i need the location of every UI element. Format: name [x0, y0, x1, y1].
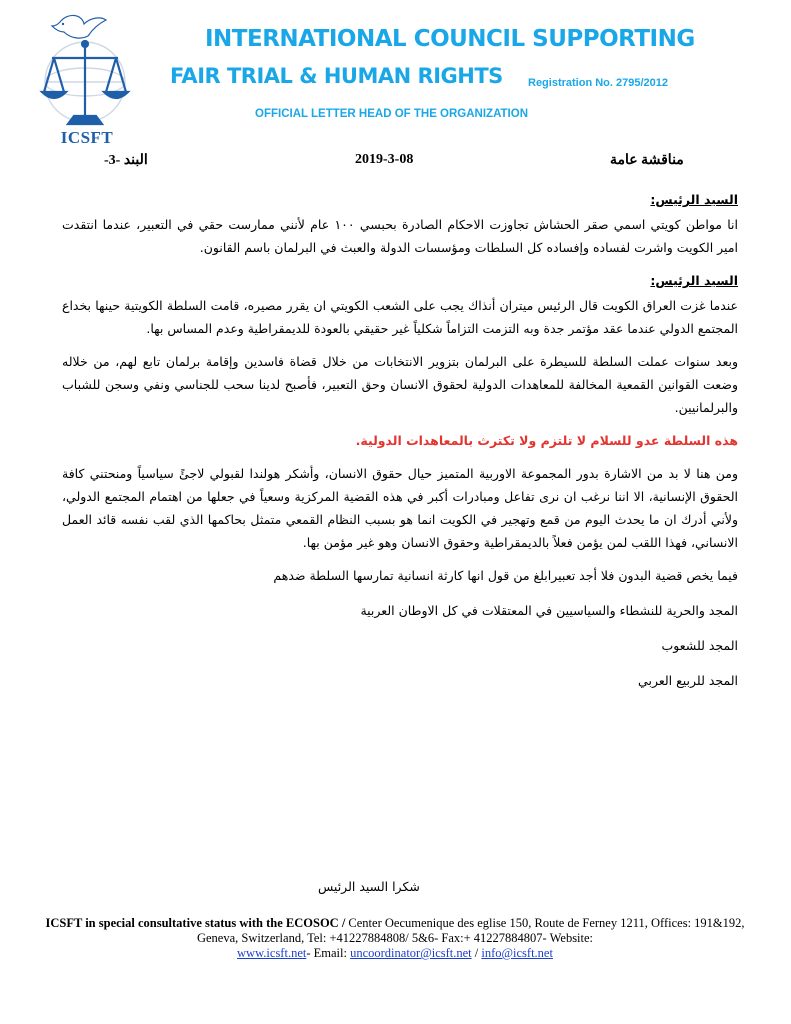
paragraph-3: وبعد سنوات عملت السلطة للسيطرة على البرلمان بتزوير الانتخابات من خلال قضاة فاسدين وإقامة برلمان تابع لهم، من خلاله وضعت القوانين القمعية المخالفة للمعاهدات الدولية لحقوق الانسان وحق التعبير، فأصبح لدينا سحب للجناسي ونفي وسجن للشباب والبرلمانيين. — [62, 354, 738, 415]
paragraph-2: عندما غزت العراق الكويت قال الرئيس ميتران أنذاك يجب على الشعب الكويتي ان يقرر مصيره، قامت السلطة الكويتية حينها بخداع المجتمع الدولي عندما عقد مؤتمر جدة وبه التزمت التزاماً شكلياً غير حقيقي بالعودة للديمقراطية وعدم المساس بها. — [62, 298, 738, 336]
registration-number: Registration No. 2795/2012 — [528, 77, 669, 89]
footer-status: ICSFT in special consultative status with the ECOSOC / — [45, 916, 346, 930]
paragraph-8: المجد للشعوب — [661, 638, 738, 653]
website-link[interactable]: www.icsft.net — [237, 946, 307, 960]
dove-icon — [52, 15, 106, 38]
general-discussion-label: مناقشة عامة — [610, 153, 684, 168]
letter-body — [62, 188, 738, 704]
paragraph-9: المجد للربيع العربي — [638, 673, 738, 688]
paragraph-7: المجد والحرية للنشطاء والسياسيين في المعتقلات في كل الاوطان العربية — [360, 603, 738, 618]
closing-thanks: شكرا السيد الرئيس — [318, 879, 420, 894]
email-link-coordinator[interactable]: uncoordinator@icsft.net — [350, 946, 472, 960]
paragraph-6: فيما يخص قضية البدون فلا أجد تعبيرابلغ من قول انها كارثة انسانية تمارسها السلطة ضدهم — [273, 568, 738, 583]
logo-text: ICSFT — [60, 128, 114, 147]
paragraph-1: انا مواطن كويتي اسمي صقر الحشاش تجاوزت الاحكام الصادرة بحبسي ١٠٠ عام لأنني ممارست حقي في التعبير، عندما انتقدت امير الكويت واشرت لفساده وإفساده كل السلطات ومؤسسات الدولة والعبث في البرلمان باسم القانون. — [62, 217, 738, 255]
letter-date: 2019-3-08 — [355, 152, 414, 167]
agenda-item: البند -3- — [104, 153, 148, 168]
salutation: السيد الرئيس: — [650, 273, 738, 288]
organization-title-line1: INTERNATIONAL COUNCIL SUPPORTING — [205, 26, 695, 52]
highlighted-statement: هذه السلطة عدو للسلام لا تلتزم ولا تكترث بالمعاهدات الدولية. — [355, 433, 738, 448]
letterhead-subtitle: OFFICIAL LETTER HEAD OF THE ORGANIZATION — [255, 108, 529, 120]
email-separator: / — [471, 946, 482, 960]
email-link-info[interactable]: info@icsft.net — [481, 946, 553, 960]
paragraph-5: ومن هنا لا بد من الاشارة بدور المجموعة الاوربية المتميز حيال حقوق الانسان، وأشكر هولندا لقبولي لاجئً سياسياً ومنحتني كافة الحقوق الإنسانية، الا اننا نرغب ان نرى تفاعل ومبادرات أكبر في هذه القضية المركزية وسعياً في جعلها من اهتمام المجتمع الدولي، ولأني أدرك ان ما يحدث اليوم من قمع وتهجير في الكويت انما هو بسبب النظام القمعي متمثل بحاكمها الذي لقب نفسه قائد العمل الانساني، فهذا اللقب لمن يؤمن فعلاً بالديمقراطية وحقوق الانسان وهو غير مؤمن بها. — [62, 466, 738, 550]
organization-title-line2: FAIR TRIAL & HUMAN RIGHTS — [170, 64, 503, 88]
letterhead-footer — [40, 916, 750, 961]
footer-address: Center Oecumenique des eglise 150, Route de Ferney 1211, Offices: 191&192, Geneva, Switzerland, Tel: +41227884808/ 5&6- Fax:+ 41227884807- Website: — [196, 916, 745, 945]
salutation: السيد الرئيس: — [650, 192, 738, 207]
email-label: - Email: — [306, 946, 351, 960]
